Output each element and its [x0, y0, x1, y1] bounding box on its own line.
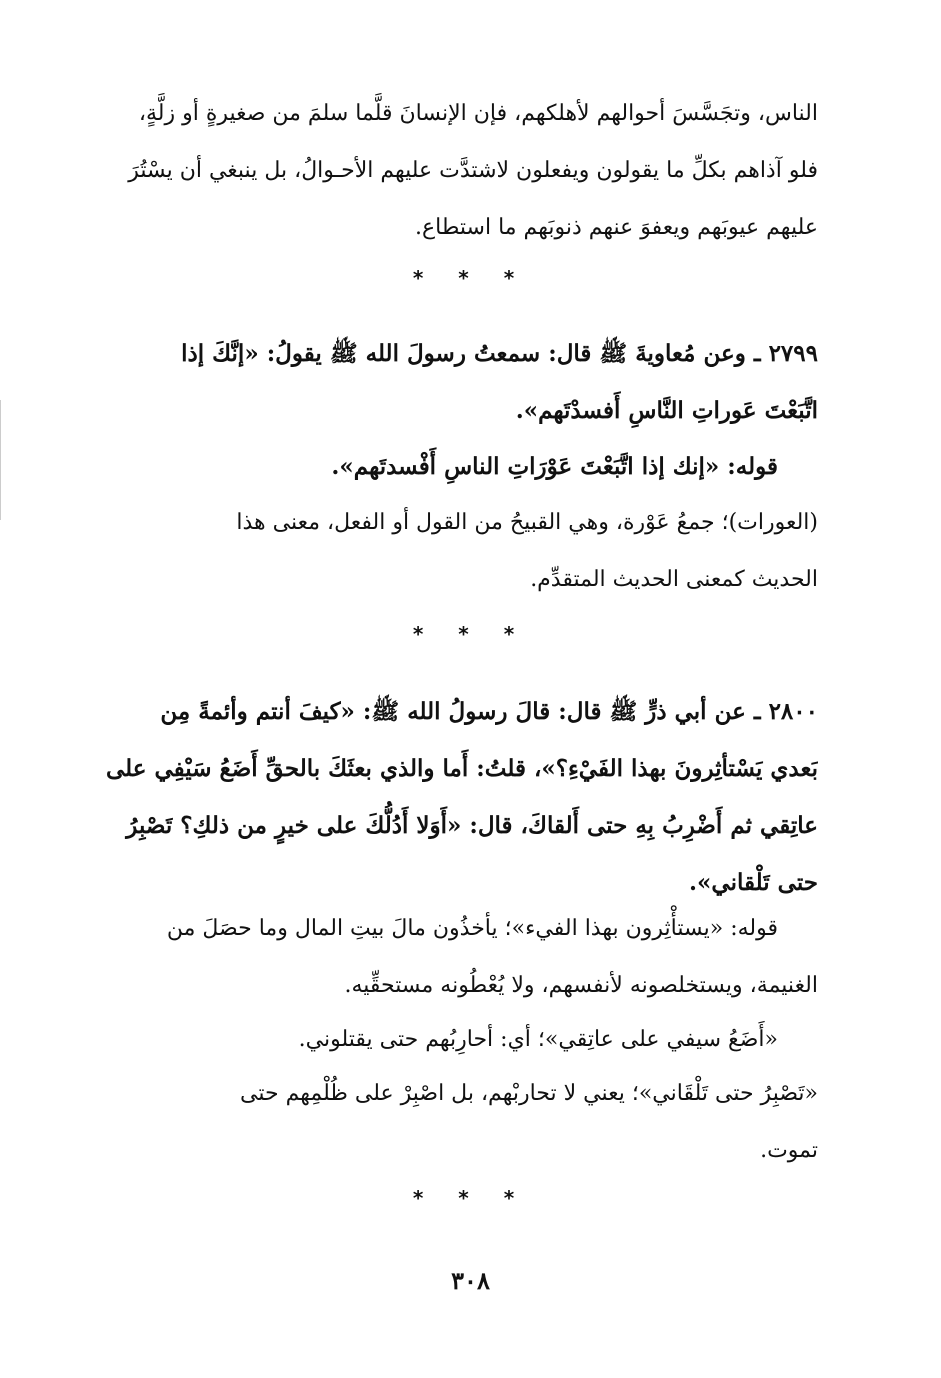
section-separator-3: * * *: [412, 1186, 529, 1210]
hadith-2799-text: [100, 325, 818, 439]
hadith-2800-commentary-3: [100, 1065, 818, 1179]
section-separator-2: * * *: [412, 622, 529, 646]
intro-line-3: عليهم عيوبَهم ويعفوَ عنهم ذنوبَهم ما استطاع.: [415, 215, 818, 240]
hadith-2799-commentary-quote: [100, 438, 818, 495]
hadith-2800-text: [100, 683, 818, 911]
commentary-2800-1-line-1: قوله: «يستأْثِرون بهذا الفيء»؛ يأخذُون مالَ بيتِ المال وما حصَلَ من: [166, 916, 778, 941]
commentary-quote-line: قوله: «إنك إذا اتَّبَعْتَ عَوْرَاتِ الناسِ أَفْسدتَهم».: [331, 453, 778, 480]
intro-paragraph: [100, 85, 818, 256]
hadith-2800-line-3: عاتِقي ثم أَضْرِبُ بِهِ حتى أَلقاكَ، قال: «أَوَلا أَدُلُّكَ على خيرٍ من ذلكِ؟ تَصْبِرُ: [126, 812, 818, 839]
page-number: ٣٠٨: [451, 1266, 490, 1295]
scan-edge-mark: [0, 400, 1, 520]
hadith-2799-line-2: اتَّبَعْتَ عَوراتِ النَّاسِ أَفسدْتَهم».: [515, 397, 818, 424]
hadith-2800-commentary-2: [100, 1011, 818, 1068]
intro-line-1: الناس، وتجَسَّسَ أحوالهم لأهلكهم، فإن الإنسانَ قلَّما سلمَ من صغيرةٍ أو زلَّةٍ،: [138, 101, 818, 126]
hadith-2799-line-1: ٢٧٩٩ ـ وعن مُعاويةَ ﷺ قال: سمعتُ رسولَ الله ﷺ يقولُ: «إنَّكَ إذا: [181, 340, 818, 367]
commentary-2799-line-1: (العورات)؛ جمعُ عَوْرة، وهي القبيحُ من القول أو الفعل، معنى هذا: [236, 510, 818, 535]
hadith-2800-line-1: ٢٨٠٠ ـ عن أبي ذرٍّ ﷺ قال: قالَ رسولُ الله ﷺ: «كيفَ أنتم وأئمةً مِن: [160, 698, 818, 725]
hadith-2799-commentary: [100, 494, 818, 608]
hadith-2800-commentary-1: [100, 900, 818, 1014]
commentary-2800-2-line: «أَضَعُ سيفي على عاتِقي»؛ أي: أحارِبُهم حتى يقتلوني.: [298, 1027, 778, 1052]
hadith-2800-line-4: حتى تَلْقاني».: [689, 869, 818, 896]
commentary-2799-line-2: الحديث كمعنى الحديث المتقدِّم.: [530, 567, 818, 592]
commentary-2800-3-line-1: «تَصْبِرُ حتى تَلْقَاني»؛ يعني لا تحاربْهم، بل اصْبِرْ على ظُلْمِهم حتى: [240, 1081, 818, 1106]
section-separator-1: * * *: [412, 266, 529, 290]
commentary-2800-3-line-2: تموت.: [760, 1138, 818, 1163]
hadith-2800-line-2: بَعدي يَسْتأثِرونَ بهذا الفَيْءِ؟»، قلتُ: أَما والذي بعثَكَ بالحقِّ أَضَعُ سَيْفِي على: [105, 755, 818, 782]
intro-line-2: فلو آذاهم بكلِّ ما يقولون ويفعلون لاشتدَّت عليهم الأحـوالُ، بل ينبغي أن يسْتُرَ: [128, 158, 818, 183]
commentary-2800-1-line-2: الغنيمة، ويستخلصونه لأنفسهم، ولا يُعْطُونه مستحقِّيه.: [344, 973, 818, 998]
